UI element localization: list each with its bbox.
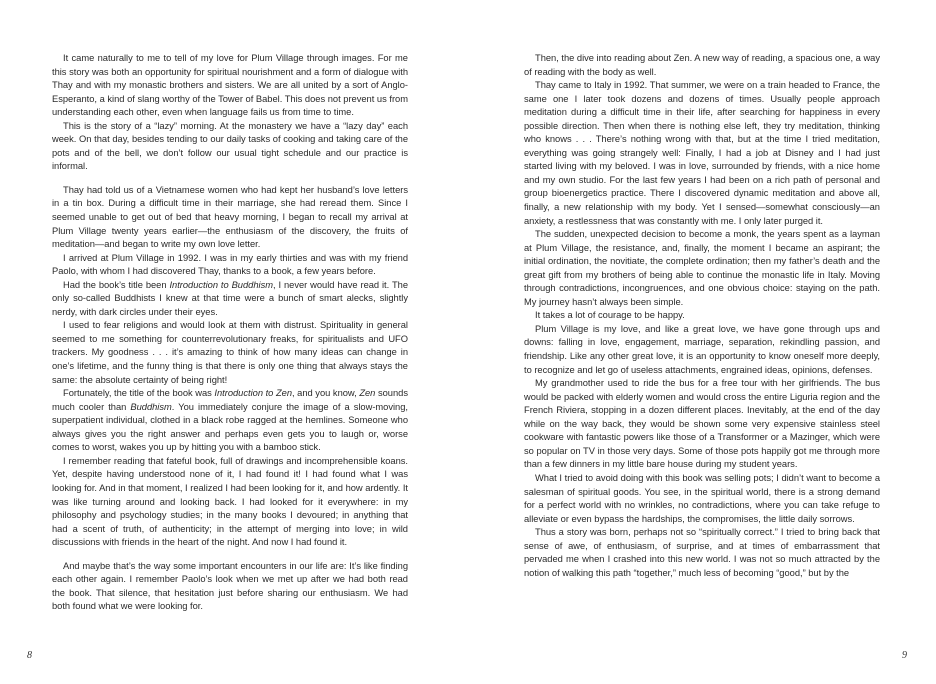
paragraph: I remember reading that fateful book, full of drawings and incomprehensible koans. Yet, despite having understood none of it, I had found it! I had found what I was looking for. And in that moment, I realized I had been looking for it, and how ardently. It was like turning around and looking back. I had looked for it everywhere: in my philosophy and psychology studies; in the many books I devoured; in anything that had a scent of truth, of authenticity; in the attempt of merging into love; in wild discussions with friends in the heart of the night. And now I had found it.: [52, 455, 408, 548]
paragraph: Plum Village is my love, and like a great love, we have gone through ups and downs: falling in love, engagement, marriage, separation, rekindling passion, and friendship. Like any other great love, it is an opportunity to know oneself more deeply, to recognize and let go of useless attachments, engrained ideas, opinions, defenses.: [524, 323, 880, 375]
page-number-right: 9: [902, 650, 907, 661]
paragraph: The sudden, unexpected decision to become a monk, the years spent as a layman at Plum Village, the resistance, and, finally, the moment I became an aspirant; the initial ordination, the novitiate, the complete ordination; then my father’s death and the great gift from my brothers of being able to continue the monastic life in Italy. Moving through contradictions, incongruences, and one obvious choice: staying on the path. My journey hasn’t always been simple.: [524, 229, 880, 307]
paragraph: Fortunately, the title of the book was Introduction to Zen, and you know, Zen sounds much cooler than Buddhism. You immediately conjure the image of a slow-moving, superpatient individual, clothed in a black robe ragged at the hemlines. Someone who always gives you the right answer and perhaps even gets you to laugh or, worse comes to worst, wakes you up by hitting you with a bamboo stick.: [52, 388, 408, 453]
paragraph: This is the story of a “lazy” morning. At the monastery we have a “lazy day” each week. On that day, besides tending to our daily tasks of cooking and taking care of the pots and of the bell, we don’t follow our usual tight schedule and our practice is informal.: [52, 120, 408, 172]
paragraph: What I tried to avoid doing with this book was selling pots; I didn’t want to become a salesman of spiritual goods. You see, in the spiritual world, there is a strong demand for a perfect world with no wrinkles, no contradictions, where you can take refuge to alleviate or even bypass the hardships, the compromises, the little daily sorrows.: [524, 472, 880, 524]
left-page: [52, 52, 408, 614]
paragraph: It takes a lot of courage to be happy.: [535, 310, 685, 321]
paragraph: Thay came to Italy in 1992. That summer, we were on a train headed to France, the same one I later took dozens and dozens of times. Usually people approach meditation during a difficult time in their life, after searching for happiness in every possible direction. Then when there is nothing else left, they try meditation, thinking who knows . . . There’s nothing wrong with that, but at the time I tried meditation, everything was going strangely well: Finally, I had a job at Disney and I had just started living with my beloved. I was in love, surrounded by friends, with a nice home and my own studio. For the last few years I had been on a rich path of personal and group bioenergetics practice. There I discovered dynamic meditation and above all, finally, a new relationship with my body. Yet I sensed—somewhat consciously—an anxiety, a restlessness that was constantly with me. I only later purged it.: [524, 80, 880, 226]
paragraph: My grandmother used to ride the bus for a free tour with her girlfriends. The bus would be packed with elderly women and would cross the entire Liguria region and the French Riviera, stopping in a dozen different places. Inevitably, at the end of the day while on the way back, they would be shown some very expensive stainless steel cookware with fantastic powers like those of a Transformer or a Mazinger, which were so popular on TV in those very days. Some of those pots happily got me through more than a few dinners in my little bare house during my student years.: [524, 378, 880, 470]
paragraph: Thus a story was born, perhaps not so “spiritually correct.” I tried to bring back that sense of awe, of enthusiasm, of surprise, and at times of embarrassment that pervaded me when I crashed into this new world. I was not so much attracted by the notion of walking this path “together,” much less of becoming “good,” but by the: [524, 527, 880, 578]
right-page: [524, 52, 880, 580]
paragraph: It came naturally to me to tell of my love for Plum Village through images. For me this story was both an opportunity for spiritual nourishment and a form of dialogue with Thay and with my monastic brothers and sisters. We are all united by a sort of Anglo-Esperanto, a kind of slang worthy of the Tower of Babel. This does not prevent us from understanding each other, even when language fails us from time to time.: [52, 53, 408, 118]
page-number-left: 8: [27, 650, 32, 661]
paragraph: I used to fear religions and would look at them with distrust. Spirituality in general seemed to me something for counterrevolutionary freaks, for spiritualists and UFO trackers. My goodness . . . it’s amazing to think of how many ideas can change in one’s lifetime, and the funny thing is that there is only one thing that always stays the same: the absolute certainty of being right!: [52, 320, 408, 385]
paragraph: Then, the dive into reading about Zen. A new way of reading, a spacious one, a way of reading with the body as well.: [524, 53, 880, 77]
paragraph: And maybe that’s the way some important encounters in our life are: It’s like finding each other again. I remember Paolo’s look when we met up after we had both read the book. That silence, that hesitation just before sharing our enthusiasm. We had both found what we were looking for.: [52, 560, 408, 612]
paragraph: Had the book’s title been Introduction to Buddhism, I never would have read it. The only so-called Buddhists I knew at that time were a bunch of smart alecks, slightly nerdy, with dark circles under their eyes.: [52, 279, 408, 317]
paragraph: I arrived at Plum Village in 1992. I was in my early thirties and was with my friend Paolo, with whom I had discovered Thay, thanks to a book, a few years before.: [52, 252, 408, 277]
paragraph: Thay had told us of a Vietnamese women who had kept her husband’s love letters in a tin box. During a difficult time in their marriage, she had reread them. Since I seemed unable to get out of bed that heavy morning, I began to recall my arrival at Plum Village twenty years earlier—the enthusiasm of the discovery, the fruits of meditation—and began to write my own love letter.: [52, 184, 408, 250]
